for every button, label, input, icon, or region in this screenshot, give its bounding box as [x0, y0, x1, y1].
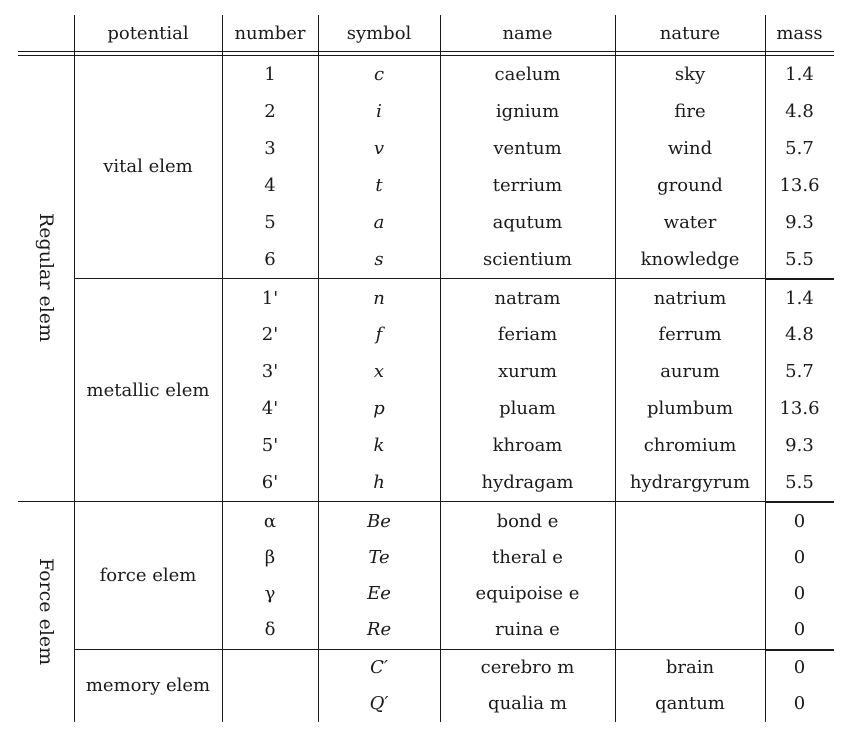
column-rule-1 — [74, 15, 75, 722]
row-11-mass: 9.3 — [785, 434, 814, 456]
row-5-nature: water — [663, 211, 717, 233]
group-rule-metallic — [74, 278, 765, 279]
header-nature: nature — [659, 22, 721, 44]
row-3-nature: wind — [667, 137, 713, 159]
row-6-symbol: s — [374, 248, 384, 270]
row-1-name: caelum — [494, 63, 561, 85]
row-2-mass: 4.8 — [785, 100, 814, 122]
header-rule-upper — [18, 51, 834, 52]
group-label-2: metallic elem — [86, 379, 210, 401]
row-9-mass: 5.7 — [785, 360, 814, 382]
row-4-number: 4 — [264, 174, 276, 196]
row-7-name: natram — [494, 287, 561, 309]
row-16-mass: 0 — [793, 618, 806, 640]
row-11-nature: chromium — [643, 434, 737, 456]
group-label-3: force elem — [99, 564, 197, 586]
row-14-number: β — [264, 546, 276, 568]
row-4-name: terrium — [492, 174, 563, 196]
row-18-number — [222, 688, 318, 718]
row-10-mass: 13.6 — [779, 397, 820, 419]
row-12-number: 6' — [261, 471, 279, 493]
row-7-nature: natrium — [653, 287, 727, 309]
row-1-nature: sky — [674, 63, 706, 85]
row-13-symbol: Be — [367, 510, 391, 532]
row-4-symbol: t — [375, 174, 383, 196]
mass-rule-1 — [765, 278, 834, 280]
row-6-name: scientium — [483, 248, 572, 270]
row-7-symbol: n — [373, 287, 385, 309]
row-11-name: khroam — [492, 434, 563, 456]
row-18-mass: 0 — [793, 692, 806, 714]
group-rule-memory — [74, 649, 765, 650]
row-14-mass: 0 — [793, 546, 806, 568]
row-12-symbol: h — [373, 471, 385, 493]
row-11-number: 5' — [261, 434, 279, 456]
row-10-name: pluam — [499, 397, 556, 419]
row-14-nature — [615, 542, 765, 572]
row-9-symbol: x — [373, 360, 385, 382]
row-17-symbol: C′ — [370, 656, 388, 678]
row-14-name: theral e — [492, 546, 563, 568]
row-17-name: cerebro m — [480, 656, 575, 678]
mass-rule-2 — [765, 501, 834, 503]
row-15-nature — [615, 578, 765, 608]
row-4-mass: 13.6 — [779, 174, 820, 196]
row-15-symbol: Ee — [367, 582, 391, 604]
row-13-nature — [615, 506, 765, 536]
header-potential: potential — [107, 22, 189, 44]
row-1-mass: 1.4 — [785, 63, 814, 85]
row-6-number: 6 — [264, 248, 276, 270]
row-3-number: 3 — [264, 137, 276, 159]
mass-rule-3 — [765, 649, 834, 651]
row-15-number: γ — [264, 582, 276, 604]
row-3-symbol: v — [373, 137, 385, 159]
row-5-name: aqutum — [492, 211, 563, 233]
group-label-4: memory elem — [85, 674, 211, 696]
row-17-mass: 0 — [793, 656, 806, 678]
header-symbol: symbol — [346, 22, 412, 44]
row-9-nature: aurum — [660, 360, 720, 382]
row-12-nature: hydrargyrum — [629, 471, 751, 493]
category-label-2: Force elem — [35, 557, 57, 666]
row-5-mass: 9.3 — [785, 211, 814, 233]
header-mass: mass — [776, 22, 823, 44]
category-rule — [18, 501, 834, 502]
row-16-name: ruina e — [495, 618, 560, 640]
row-18-nature: qantum — [655, 692, 725, 714]
header-number: number — [234, 22, 306, 44]
row-6-nature: knowledge — [640, 248, 740, 270]
row-12-mass: 5.5 — [785, 471, 814, 493]
row-2-nature: fire — [674, 100, 706, 122]
row-13-number: α — [263, 510, 277, 532]
row-7-mass: 1.4 — [785, 287, 814, 309]
row-17-number — [222, 652, 318, 682]
row-5-number: 5 — [264, 211, 276, 233]
row-7-number: 1' — [261, 287, 279, 309]
row-1-number: 1 — [264, 63, 276, 85]
row-12-name: hydragam — [481, 471, 574, 493]
category-label-1: Regular elem — [35, 212, 57, 343]
row-2-symbol: i — [376, 100, 382, 122]
row-14-symbol: Te — [368, 546, 390, 568]
group-label-1: vital elem — [103, 155, 193, 177]
row-18-name: qualia m — [488, 692, 567, 714]
header-rule-lower — [18, 55, 834, 56]
row-9-name: xurum — [497, 360, 557, 382]
row-10-number: 4' — [261, 397, 279, 419]
row-17-nature: brain — [665, 656, 715, 678]
row-15-name: equipoise e — [475, 582, 580, 604]
row-5-symbol: a — [373, 211, 385, 233]
row-1-symbol: c — [373, 63, 385, 85]
row-9-number: 3' — [261, 360, 279, 382]
row-10-symbol: p — [373, 397, 385, 419]
row-16-symbol: Re — [366, 618, 392, 640]
row-2-number: 2 — [264, 100, 276, 122]
row-15-mass: 0 — [793, 582, 806, 604]
row-8-nature: ferrum — [658, 323, 722, 345]
row-13-mass: 0 — [793, 510, 806, 532]
row-8-number: 2' — [261, 323, 279, 345]
row-11-symbol: k — [373, 434, 385, 456]
row-3-mass: 5.7 — [785, 137, 814, 159]
row-3-name: ventum — [493, 137, 562, 159]
header-name: name — [502, 22, 553, 44]
row-16-nature — [615, 614, 765, 644]
row-6-mass: 5.5 — [785, 248, 814, 270]
row-8-symbol: f — [375, 323, 383, 345]
row-18-symbol: Q′ — [369, 692, 389, 714]
row-8-name: feriam — [497, 323, 558, 345]
row-13-name: bond e — [496, 510, 559, 532]
row-2-name: ignium — [495, 100, 560, 122]
row-4-nature: ground — [657, 174, 723, 196]
row-16-number: δ — [264, 618, 276, 640]
row-8-mass: 4.8 — [785, 323, 814, 345]
row-10-nature: plumbum — [646, 397, 734, 419]
